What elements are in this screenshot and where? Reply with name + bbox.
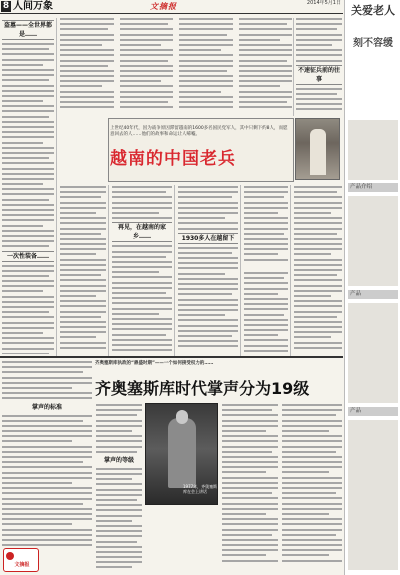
- section-divider: [0, 356, 343, 358]
- logo-stamp: [3, 548, 39, 572]
- text-column: [244, 186, 288, 266]
- column-divider: [293, 18, 294, 116]
- date-line: 2014年5月1日: [306, 0, 341, 6]
- text-column: [96, 404, 142, 572]
- section-name: 人间万象: [13, 1, 53, 12]
- page-header: [0, 0, 343, 14]
- ad-tag: 产品介绍: [348, 183, 398, 192]
- column-heading: 盗墓——全世界都是……: [3, 22, 52, 38]
- ad-block: [348, 196, 398, 286]
- column-heading: 再见，在越南的家乡……: [112, 222, 172, 242]
- ad-strip: [344, 0, 400, 575]
- column-divider: [108, 185, 109, 356]
- ad-block: [348, 420, 398, 570]
- text-column: [244, 272, 288, 354]
- veteran-photo: [295, 118, 340, 180]
- feature-lead: 上世纪40年代，因为战争原因滞留越南的1600多名国民党军人，其中只剩下约8人，而愿意回去的人……他们的故事和命运让人唏嘘。: [110, 126, 288, 137]
- ad-title: 关爱老人: [351, 4, 395, 17]
- column-divider: [290, 185, 291, 356]
- text-column: [222, 404, 278, 572]
- text-column: [282, 404, 342, 572]
- bottom-left-column: [2, 361, 92, 546]
- text-column: [294, 186, 342, 354]
- column-divider: [240, 185, 241, 356]
- ad-headline: 刻不容缓: [353, 38, 393, 49]
- column-divider: [56, 18, 57, 356]
- text-column: [178, 186, 238, 354]
- ad-tag: 产品: [348, 290, 398, 299]
- text-column: [112, 186, 172, 354]
- feature-headline: 越南的中国老兵: [110, 149, 236, 169]
- bottom-headline: 齐奥塞斯库时代掌声分为19级: [95, 379, 310, 398]
- ad-block: [348, 303, 398, 403]
- column-heading: 1930多人在越留下: [178, 233, 238, 244]
- column-heading: 一次性装备……: [2, 251, 54, 262]
- text-column: [60, 186, 106, 354]
- ad-block: [348, 120, 398, 180]
- masthead: 文摘报: [150, 1, 177, 11]
- left-column: [2, 18, 54, 354]
- column-heading: 掌声的等级: [103, 456, 134, 464]
- bottom-intro: 齐奥塞斯库执政的“鼎盛时期”——一个如何接受权力的……: [95, 361, 214, 366]
- top-right-text: [296, 18, 342, 114]
- column-divider: [174, 185, 175, 356]
- photo-caption: 1977年，齐奥塞斯库在会上讲话: [183, 484, 218, 494]
- ad-tag: 产品: [348, 407, 398, 416]
- top-band-text: [60, 18, 292, 114]
- column-heading: 不速征兵前的往事: [297, 66, 340, 83]
- page-number: 8: [2, 1, 10, 11]
- column-heading: 掌声的标准: [31, 403, 62, 411]
- logo-text: 文摘报: [14, 562, 30, 568]
